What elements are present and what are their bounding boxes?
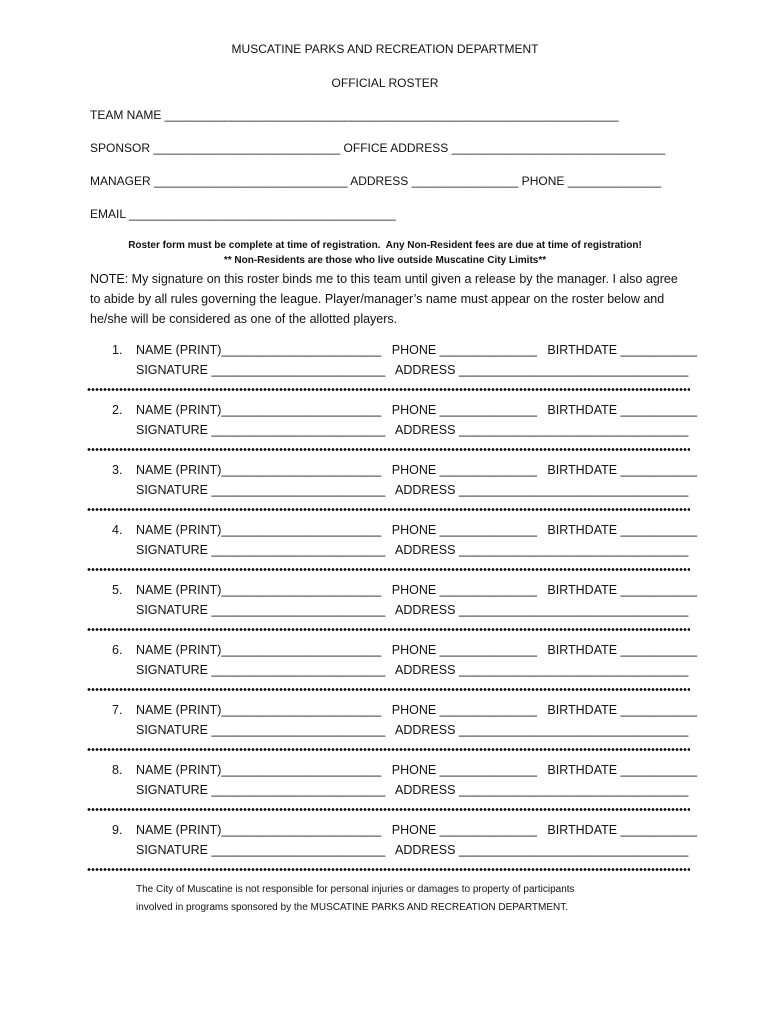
dotted-separator xyxy=(87,627,690,632)
player-signature-address-line[interactable]: SIGNATURE _________________________ ADDRESS _________________________________ xyxy=(136,483,689,497)
roster-entry-number: 6. xyxy=(112,643,123,657)
player-signature-address-line[interactable]: SIGNATURE _________________________ ADDRESS _________________________________ xyxy=(136,603,689,617)
dotted-separator xyxy=(87,747,690,752)
roster-entry-number: 3. xyxy=(112,463,123,477)
player-name-phone-birthdate-line[interactable]: NAME (PRINT)_______________________ PHONE ______________ BIRTHDATE ___________ xyxy=(136,523,698,537)
player-name-phone-birthdate-line[interactable]: NAME (PRINT)_______________________ PHONE ______________ BIRTHDATE ___________ xyxy=(136,583,698,597)
roster-entry-number: 5. xyxy=(112,583,123,597)
roster-entry-number: 1. xyxy=(112,343,123,357)
roster-entry xyxy=(0,821,770,881)
signature-note: NOTE: My signature on this roster binds me to this team until given a release by the manager. I also agree to abide by all rules governing the league. Player/manager’s name must appear on the roster below and he/she will be considered as one of the allotted players. xyxy=(90,272,678,326)
player-signature-address-line[interactable]: SIGNATURE _________________________ ADDRESS _________________________________ xyxy=(136,843,689,857)
liability-disclaimer-line-1: The City of Muscatine is not responsible for personal injuries or damages to property of participants xyxy=(136,884,575,895)
roster-entry xyxy=(0,461,770,521)
manager-address-phone-line[interactable]: MANAGER _____________________________ ADDRESS ________________ PHONE ______________ xyxy=(90,174,662,188)
email-field[interactable]: EMAIL ________________________________________ xyxy=(90,207,396,221)
liability-disclaimer-line-2: involved in programs sponsored by the MUSCATINE PARKS AND RECREATION DEPARTMENT. xyxy=(136,902,568,913)
player-signature-address-line[interactable]: SIGNATURE _________________________ ADDRESS _________________________________ xyxy=(136,663,689,677)
sponsor-office-address-line[interactable]: SPONSOR ____________________________ OFFICE ADDRESS ________________________________ xyxy=(90,141,666,155)
roster-entry xyxy=(0,521,770,581)
player-name-phone-birthdate-line[interactable]: NAME (PRINT)_______________________ PHONE ______________ BIRTHDATE ___________ xyxy=(136,403,698,417)
team-name-field[interactable]: TEAM NAME ____________________________________________________________________ xyxy=(90,108,619,122)
player-roster xyxy=(0,341,770,881)
roster-entry-number: 2. xyxy=(112,403,123,417)
player-name-phone-birthdate-line[interactable]: NAME (PRINT)_______________________ PHONE ______________ BIRTHDATE ___________ xyxy=(136,463,698,477)
registration-notice: Roster form must be complete at time of registration. Any Non-Resident fees are due at time of registration! xyxy=(128,240,642,251)
dotted-separator xyxy=(87,387,690,392)
roster-entry xyxy=(0,581,770,641)
department-heading: MUSCATINE PARKS AND RECREATION DEPARTMENT xyxy=(231,42,539,56)
roster-entry-number: 8. xyxy=(112,763,123,777)
player-name-phone-birthdate-line[interactable]: NAME (PRINT)_______________________ PHONE ______________ BIRTHDATE ___________ xyxy=(136,343,698,357)
player-signature-address-line[interactable]: SIGNATURE _________________________ ADDRESS _________________________________ xyxy=(136,363,689,377)
player-signature-address-line[interactable]: SIGNATURE _________________________ ADDRESS _________________________________ xyxy=(136,783,689,797)
player-name-phone-birthdate-line[interactable]: NAME (PRINT)_______________________ PHONE ______________ BIRTHDATE ___________ xyxy=(136,823,698,837)
player-name-phone-birthdate-line[interactable]: NAME (PRINT)_______________________ PHONE ______________ BIRTHDATE ___________ xyxy=(136,763,698,777)
dotted-separator xyxy=(87,687,690,692)
dotted-separator xyxy=(87,807,690,812)
roster-entry xyxy=(0,761,770,821)
player-signature-address-line[interactable]: SIGNATURE _________________________ ADDRESS _________________________________ xyxy=(136,543,689,557)
roster-entry-number: 4. xyxy=(112,523,123,537)
roster-entry xyxy=(0,341,770,401)
player-signature-address-line[interactable]: SIGNATURE _________________________ ADDRESS _________________________________ xyxy=(136,723,689,737)
roster-entry-number: 9. xyxy=(112,823,123,837)
player-name-phone-birthdate-line[interactable]: NAME (PRINT)_______________________ PHONE ______________ BIRTHDATE ___________ xyxy=(136,643,698,657)
roster-entry xyxy=(0,641,770,701)
player-signature-address-line[interactable]: SIGNATURE _________________________ ADDRESS _________________________________ xyxy=(136,423,689,437)
roster-entry xyxy=(0,701,770,761)
dotted-separator xyxy=(87,447,690,452)
roster-entry-number: 7. xyxy=(112,703,123,717)
dotted-separator xyxy=(87,867,690,872)
dotted-separator xyxy=(87,507,690,512)
page-title: OFFICIAL ROSTER xyxy=(331,76,439,90)
player-name-phone-birthdate-line[interactable]: NAME (PRINT)_______________________ PHONE ______________ BIRTHDATE ___________ xyxy=(136,703,698,717)
non-resident-notice: ** Non-Residents are those who live outside Muscatine City Limits** xyxy=(223,255,547,266)
roster-entry xyxy=(0,401,770,461)
dotted-separator xyxy=(87,567,690,572)
